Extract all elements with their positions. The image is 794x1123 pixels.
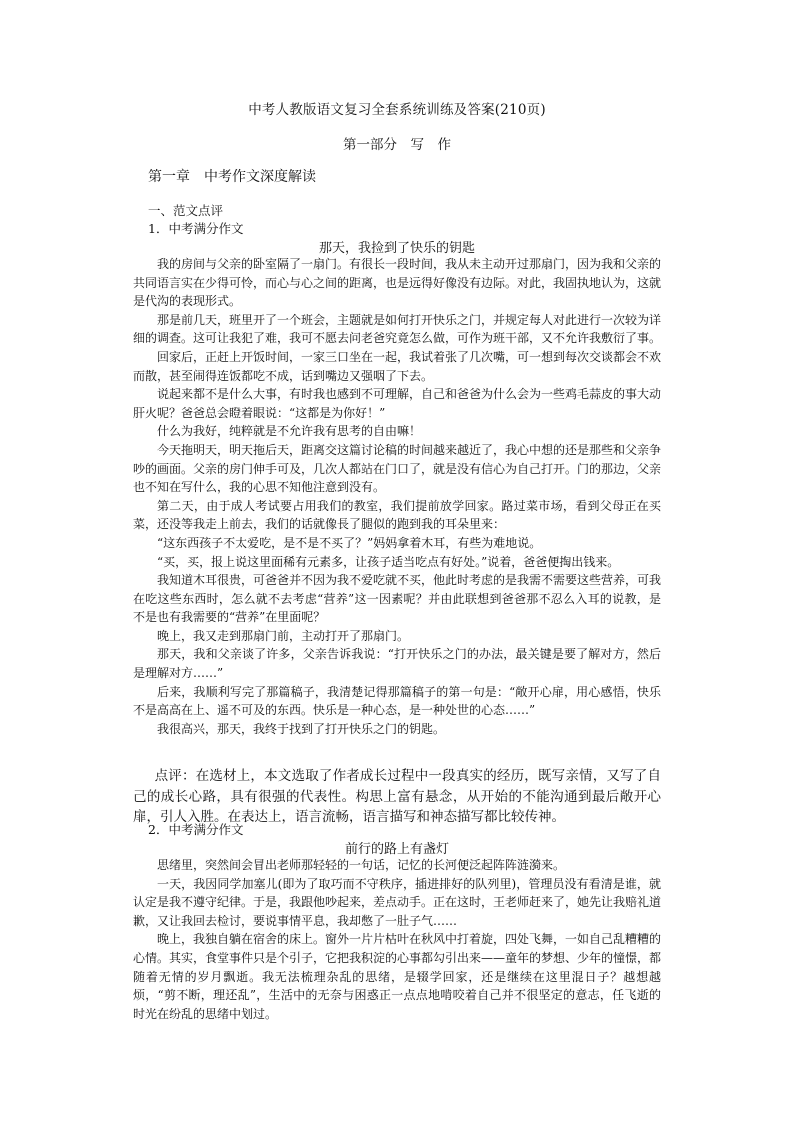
paragraph: 第二天，由于成人考试要占用我们的教室，我们提前放学回家。路过菜市场，看到父母正在买菜，还没等我走上前去，我们的话就像長了腿似的跑到我的耳朵里来： [133,498,661,532]
subsection-heading-1: 1．中考满分作文 [148,221,244,236]
part-heading: 第一部分 写 作 [343,137,451,153]
paragraph: 什么为我好，纯粹就是不允许我有思考的自由嘛！ [157,424,422,439]
essay2-title: 前行的路上有盏灯 [344,842,449,857]
commentary-text: 点评：在选材上，本文选取了作者成长过程中一段真实的经历，既写亲情，又写了自己的成长心路，具有很强的代表性。构思上富有悬念，从开始的不能沟通到最后敞开心扉，引人入胜。在表达上，语言流畅，语言描写和神态描写都比较传神。 [133,768,661,825]
paragraph: 我很高兴，那天，我终于找到了打开快乐之门的钥匙。 [157,721,446,736]
paragraph: 一天，我因同学加塞儿(即为了取巧而不守秩序，插进排好的队列里)，管理员没有看清是谁，就认定是我不遵守纪律。于是，我跟他吵起来，差点动手。正在这时，王老师赶来了，她先让我赔礼道歉，又让我回去检讨，要说事情平息，我却憋了一肚子气…… [133,876,662,928]
chapter-heading: 第一章 中考作文深度解读 [148,169,316,185]
paragraph: 晚上，我独自躺在宿舍的床上。窗外一片片枯叶在秋风中打着旋，四处飞舞，一如自己乱糟糟的心情。其实，食堂事件只是个引子，它把我积淀的心事都勾引出来——童年的梦想、少年的憧憬，都随着无情的岁月飘逝。我无法梳理杂乱的思绪，是辍学回家，还是继续在这里混日子？越想越烦，“剪不断，理还乱”，生活中的无奈与困惑正一点点地啃咬着自己并不很坚定的意志，任飞逝的时光在纷乱的思绪中划过。 [133,932,662,1021]
paragraph: 说起来都不是什么大事，有时我也感到不可理解，自己和爸爸为什么会为一些鸡毛蒜皮的事大动肝火呢？爸爸总会瞪着眼说：“这都是为你好！” [133,387,662,420]
paragraph: 晚上，我又走到那扇门前，主动打开了那扇门。 [157,628,410,643]
paragraph: 那是前几天，班里开了一个班会，主题就是如何打开快乐之门，并规定每人对此进行一次较为详细的调查。这可让我犯了难，我可不愿去问老爸究竟怎么做，可作为班干部，又不允许我敷衍了事。 [133,312,662,346]
paragraph: “买，买，报上说这里面稀有元素多，让孩子适当吃点有好处。”说着，爸爸便掏出钱来。 [157,554,620,569]
commentary [133,766,661,828]
paragraph: “这东西孩子不太爱吃，是不是不买了？”妈妈拿着木耳，有些为难地说。 [157,535,542,550]
document-title: 中考人教版语文复习全套系统训练及答案(210页) [248,102,546,118]
essay1-title: 那天，我捡到了快乐的钥匙 [318,241,475,256]
subsection-heading-2: 2．中考满分作文 [148,822,244,837]
paragraph: 后来，我顺利写完了那篇稿子，我清楚记得那篇稿子的第一句是：“敞开心扉，用心感悟，快乐不是高高在上、遥不可及的东西。快乐是一种心态，是一种处世的心态……” [133,684,661,718]
paragraph: 我知道木耳很贵，可爸爸并不因为我不爱吃就不买，他此时考虑的是我需不需要这些营养，可我在吃这些东西时，怎么就不去考虑“营养”这一因素呢？并由此联想到爸爸那不忍么入耳的说教，是不是也有我需要的“营养”在里面呢？ [133,573,662,625]
paragraph: 那天，我和父亲谈了许多，父亲告诉我说：“打开快乐之门的办法，最关键是要了解对方，然后是理解对方……” [133,647,661,681]
paragraph: 我的房间与父亲的卧室隔了一扇门。有很长一段时间，我从未主动开过那扇门，因为我和父亲的共同语言实在少得可怜，而心与心之间的距离，也是远得好像没有边际。对此，我固执地认为，这就是代沟的表现形式。 [133,257,662,309]
paragraph: 今天拖明天，明天拖后天，距离交这篇讨论稿的时间越来越近了，我心中想的还是那些和父亲争吵的画面。父亲的房门伸手可及，几次人都站在门口了，就是没有信心为自己打开。门的那边，父亲也不知在写什么，我的心思不知他注意到没有。 [133,442,662,495]
section-heading: 一、范文点评 [148,203,224,218]
essay1-body [133,255,661,738]
paragraph: 回家后，正赶上开饭时间，一家三口坐在一起，我试着张了几次嘴，可一想到每次交谈都会不欢而散，甚至闹得连饭都吃不成，话到嘴边又强咽了下去。 [133,349,662,383]
paragraph: 思绪里，突然间会冒出老师那轻轻的一句话，记忆的长河便泛起阵阵涟漪来。 [157,858,566,872]
essay2-body [133,856,661,1023]
